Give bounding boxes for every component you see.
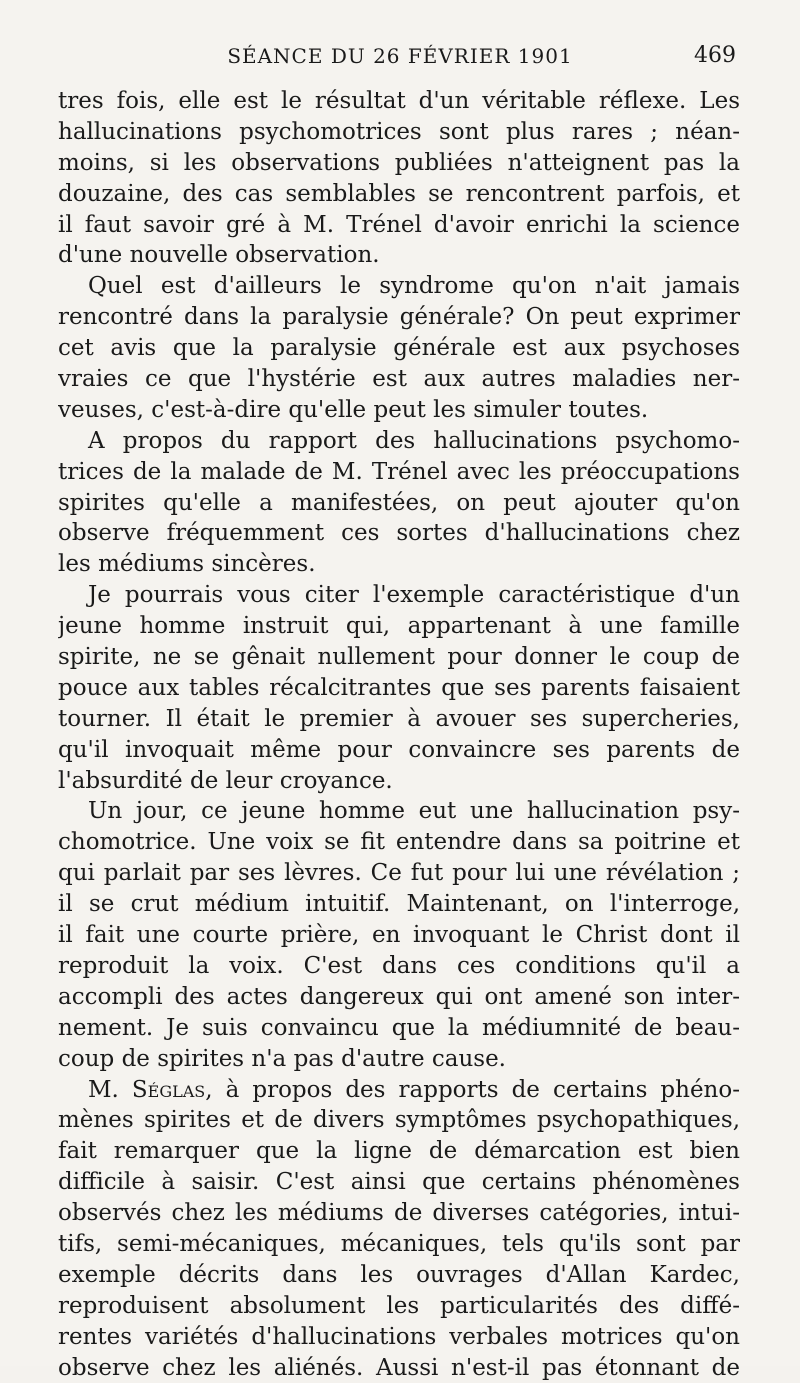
text-line: vraies ce que l'hystérie est aux autres maladies ner-	[58, 366, 740, 393]
text-line: hallucinations psychomotrices sont plus rares ; néan-	[58, 118, 740, 145]
text-line: coup de spirites n'a pas d'autre cause.	[58, 1045, 506, 1072]
text-line: Je pourrais vous citer l'exemple caractéristique d'un	[88, 582, 740, 609]
text-line: Quel est d'ailleurs le syndrome qu'on n'ait jamais	[88, 273, 740, 300]
text-line: douzaine, des cas semblables se rencontrent parfois, et	[58, 180, 740, 207]
text-line: observés chez les médiums de diverses catégories, intui-	[58, 1200, 740, 1227]
text-line: d'une nouvelle observation.	[58, 242, 380, 269]
text-line: l'absurdité de leur croyance.	[58, 767, 393, 794]
text-line: tourner. Il était le premier à avouer ses supercheries,	[58, 705, 740, 732]
text-line: pouce aux tables récalcitrantes que ses parents faisaient	[58, 674, 740, 701]
page-number: 469	[694, 43, 736, 68]
text-line: il se crut médium intuitif. Maintenant, on l'interroge,	[58, 891, 740, 918]
text-line: reproduisent absolument les particularités des diffé-	[58, 1292, 740, 1319]
text-line: exemple décrits dans les ouvrages d'Allan Kardec,	[58, 1261, 740, 1288]
text-line: tifs, semi-mécaniques, mécaniques, tels qu'ils sont par	[58, 1230, 740, 1257]
body-text	[58, 86, 740, 1383]
text-line: qu'il invoquait même pour convaincre ses parents de	[58, 736, 740, 763]
text-line: les médiums sincères.	[58, 551, 316, 578]
text-line: trices de la malade de M. Trénel avec les préoccupations	[58, 458, 740, 485]
text-line: A propos du rapport des hallucinations psychomo-	[88, 427, 740, 454]
seglas-suffix: , à propos des rapports de certains phéno-	[205, 1076, 740, 1103]
running-head: SÉANCE DU 26 FÉVRIER 1901	[227, 44, 573, 68]
text-line: difficile à saisir. C'est ainsi que certains phénomènes	[58, 1169, 740, 1196]
text-line: fait remarquer que la ligne de démarcation est bien	[58, 1138, 740, 1165]
text-line-seglas	[58, 1075, 740, 1106]
author-name: Séglas	[131, 1076, 206, 1103]
text-line: tres fois, elle est le résultat d'un véritable réflexe. Les	[58, 88, 740, 114]
text-line: veuses, c'est-à-dire qu'elle peut les simuler toutes.	[58, 396, 649, 423]
text-line: chomotrice. Une voix se fit entendre dans sa poitrine et	[58, 829, 740, 856]
text-line: jeune homme instruit qui, appartenant à une famille	[58, 613, 740, 640]
text-line: rencontré dans la paralysie générale? On peut exprimer	[58, 304, 740, 331]
text-line: rentes variétés d'hallucinations verbales motrices qu'on	[58, 1323, 740, 1350]
text-line: il faut savoir gré à M. Trénel d'avoir enrichi la science	[58, 211, 740, 238]
text-line: il fait une courte prière, en invoquant le Christ dont il	[58, 922, 740, 949]
text-line: qui parlait par ses lèvres. Ce fut pour lui une révélation ;	[58, 860, 740, 887]
text-line: observe chez les aliénés. Aussi n'est-il pas étonnant de	[58, 1354, 740, 1381]
text-line: Un jour, ce jeune homme eut une hallucination psy-	[88, 798, 740, 825]
text-line: cet avis que la paralysie générale est aux psychoses	[58, 335, 740, 362]
seglas-prefix: M.	[88, 1076, 132, 1103]
text-line: spirite, ne se gênait nullement pour donner le coup de	[58, 644, 740, 671]
text-line: accompli des actes dangereux qui ont amené son inter-	[58, 983, 740, 1010]
page-header	[60, 38, 740, 74]
text-line: observe fréquemment ces sortes d'hallucinations chez	[58, 520, 740, 547]
text-line: reproduit la voix. C'est dans ces conditions qu'il a	[58, 952, 740, 979]
text-line: nement. Je suis convaincu que la médiumnité de beau-	[58, 1014, 740, 1041]
text-line: mènes spirites et de divers symptômes psychopathiques,	[58, 1107, 740, 1134]
text-line: moins, si les observations publiées n'atteignent pas la	[58, 149, 740, 176]
text-line: spirites qu'elle a manifestées, on peut ajouter qu'on	[58, 489, 740, 516]
